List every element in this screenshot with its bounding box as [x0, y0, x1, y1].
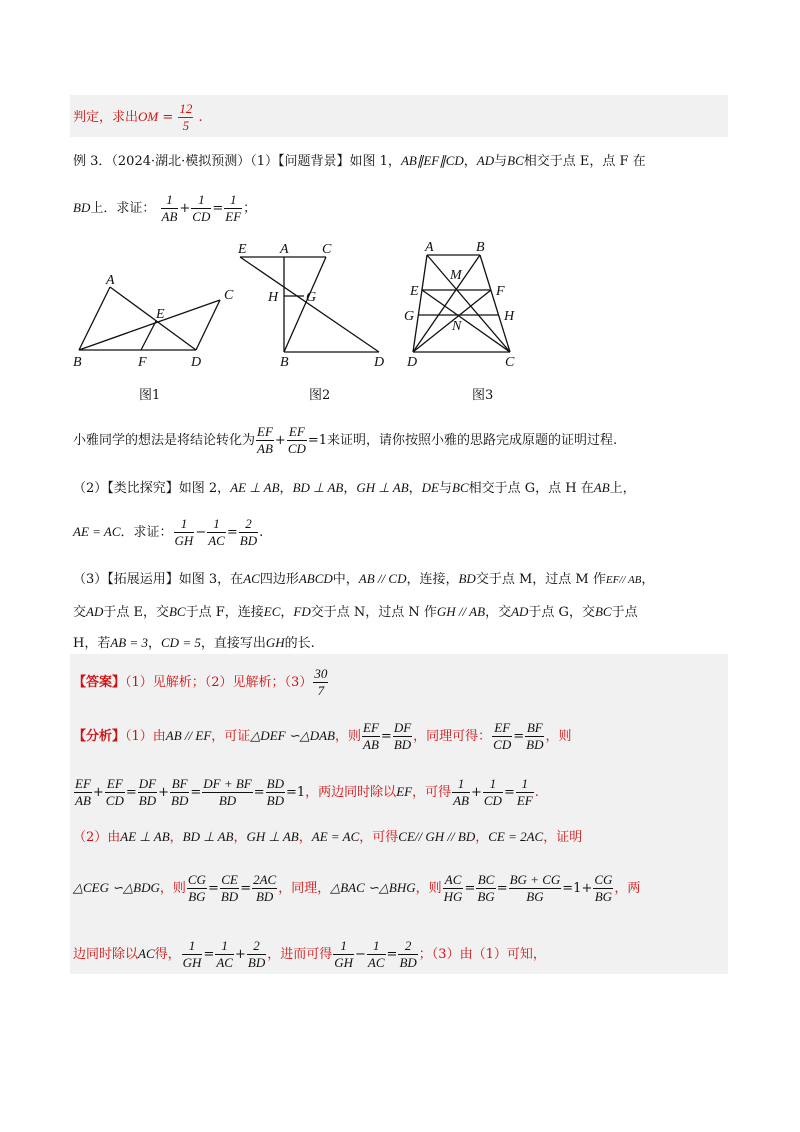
- fig3-label-e: E: [410, 284, 419, 299]
- frac-1-cd: $\frac{1}{CD}$: [192, 192, 211, 224]
- fig2-label-a: A: [280, 242, 289, 257]
- idea-frac-2: $\frac{EF}{CD}$: [287, 424, 306, 456]
- frac-1-ab: $\frac{1}{AB}$: [161, 192, 178, 224]
- fig3-label-b: B: [476, 240, 485, 255]
- fig3-label-f: F: [496, 284, 505, 299]
- answer-tag: 【答案】: [73, 675, 126, 690]
- fig2-label-h: H: [268, 290, 279, 305]
- fig2-label-c: C: [322, 242, 332, 257]
- om-symbol: OM: [138, 109, 159, 124]
- fig2-label-b: B: [280, 355, 289, 370]
- analysis-tag: 【分析】: [73, 729, 126, 744]
- analysis-line-2: $\frac{EF}{AB}$ + $\frac{EF}{CD}$ = $\frac{DF}{BD}$ + $\frac{BF}{BD}$ = $\frac{DF + BF}{BD}$ = $\frac{BD}{BD}$ =1，两边同时除以EF，可得 $\frac{1}{AB}$ + $\frac{1}{CD}$ = $\frac{1}{EF}$ .: [75, 776, 539, 808]
- p2-frac-2: $\frac{1}{AC}$: [208, 516, 225, 548]
- frac-1-ef: $\frac{1}{EF}$: [225, 192, 242, 224]
- fig1-label-e: E: [156, 307, 165, 322]
- analysis-line-4: △CEG ∽△BDG，则 $\frac{CG}{BG}$ = $\frac{CE}{BD}$ = $\frac{2AC}{BD}$ ，同理，△BAC ∽△BHG，则 $\frac{AC}{HG}$ = $\frac{BC}{BG}$ = $\frac{BG + CG}{BG}$ =1+ $\frac{CG}{BG}$ ，两: [73, 872, 641, 904]
- fig3-label-g: G: [404, 309, 415, 324]
- example-line-1: 例 3．（2024·湖北·模拟预测）（1）【问题背景】如图 1，AB∥EF∥CD，AD与BC相交于点 E，点 F 在: [73, 153, 646, 169]
- fig2-label-g: G: [306, 290, 317, 305]
- fig3-label-n: N: [452, 319, 462, 334]
- part2-line-1: （2）【类比探究】如图 2，AE ⊥ AB，BD ⊥ AB，GH ⊥ AB，DE与BC相交于点 G，点 H 在AB上，: [73, 480, 636, 496]
- fig3-caption: 图3: [472, 388, 494, 403]
- fig2-caption: 图2: [309, 388, 331, 403]
- figure-2: [234, 240, 394, 370]
- analysis-line-1: 【分析】（1）由AB // EF，可证△DEF ∽△DAB，则 $\frac{EF}{AB}$ = $\frac{DF}{BD}$ ，同理可得： $\frac{EF}{CD}$ = $\frac{BF}{BD}$ ，则: [73, 720, 572, 752]
- idea-line: 小雅同学的想法是将结论转化为 $\frac{EF}{AB}$ + $\frac{EF}{CD}$ =1来证明，请你按照小雅的思路完成原题的证明过程.: [73, 424, 618, 456]
- top-text: 判定，求出: [73, 110, 139, 125]
- idea-frac-1: $\frac{EF}{AB}$: [257, 424, 273, 456]
- fig1-caption: 图1: [139, 388, 161, 403]
- analysis-line-5: 边同时除以AC得， $\frac{1}{GH}$ = $\frac{1}{AC}$ + $\frac{2}{BD}$ ，进而可得 $\frac{1}{GH}$ − $\frac{1}{AC}$ = $\frac{2}{BD}$ ；（3）由（1）可知，: [73, 938, 546, 970]
- fig1-label-b: B: [73, 355, 82, 370]
- part2-line-2: AE = AC．求证： $\frac{1}{GH}$ − $\frac{1}{AC}$ = $\frac{2}{BD}$ .: [73, 516, 264, 548]
- figure-3: [400, 238, 530, 368]
- fig1-label-f: F: [138, 355, 147, 370]
- figure-1: [70, 270, 250, 370]
- answer-line: 【答案】（1）见解析；（2）见解析；（3） $\frac{30}{7}$: [73, 666, 328, 698]
- fig1-label-d: D: [191, 355, 202, 370]
- answer-fraction: $\frac{30}{7}$: [314, 666, 328, 698]
- p2-frac-1: $\frac{1}{GH}$: [174, 516, 194, 548]
- fig1-label-c: C: [224, 288, 234, 303]
- fig3-label-m: M: [450, 268, 462, 283]
- fig1-label-a: A: [106, 273, 115, 288]
- fig3-label-c: C: [505, 355, 515, 370]
- om-fraction: $\frac{12}{5}$: [179, 101, 193, 133]
- part3-line-1: （3）【拓展运用】如图 3，在AC四边形ABCD中，AB // CD，连接，BD交于点 M，过点 M 作EF// AB，: [73, 571, 655, 587]
- fig3-label-a: A: [425, 240, 434, 255]
- fig2-label-e: E: [238, 242, 247, 257]
- fig3-label-d: D: [407, 355, 418, 370]
- answer-band: [70, 654, 728, 974]
- fig3-label-h: H: [504, 309, 515, 324]
- analysis-line-3: （2）由AE ⊥ AB，BD ⊥ AB，GH ⊥ AB，AE = AC，可得CE// GH // BD，CE = 2AC，证明: [73, 829, 583, 845]
- top-line: 判定，求出OM = $\frac{12}{5}$ .: [73, 101, 203, 133]
- fig2-label-d: D: [374, 355, 385, 370]
- p2-frac-3: $\frac{2}{BD}$: [239, 516, 258, 548]
- example-line-2: BD上．求证： $\frac{1}{AB}$ + $\frac{1}{CD}$ = $\frac{1}{EF}$ ；: [73, 192, 257, 224]
- part3-line-2: 交AD于点 E，交BC于点 F，连接EC，FD交于点 N，过点 N 作GH // AB，交AD于点 G，交BC于点: [73, 604, 638, 620]
- part3-line-3: H，若AB = 3，CD = 5，直接写出GH的长.: [73, 635, 315, 651]
